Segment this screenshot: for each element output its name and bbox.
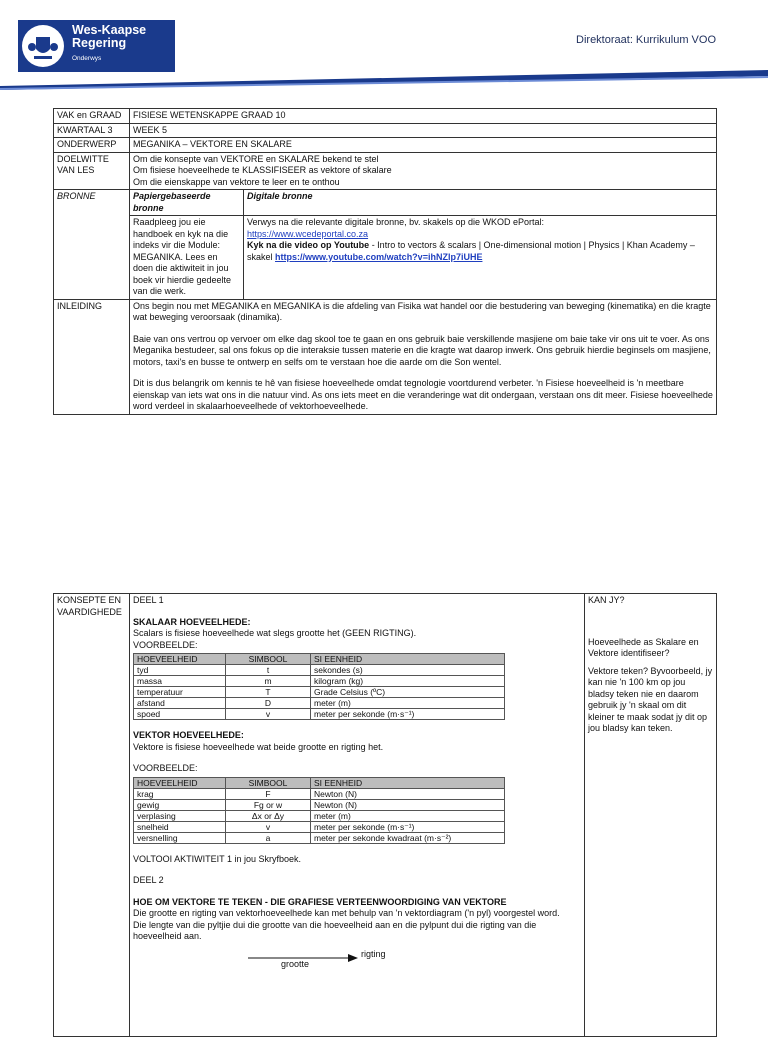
vector-examples-label: VOORBEELDE: — [133, 763, 198, 773]
cell-unit: kilogram (kg) — [311, 676, 505, 687]
paper-resources-text: Raadpleeg jou eie handboek en kyk na die indeks vir die Module: MEGANIKA. Lees en doen die aktiwiteit in jou boek vir hierdie gedeelte van die werk. — [130, 216, 244, 300]
table-row — [134, 832, 505, 843]
cell-symbol: t — [226, 665, 311, 676]
col-symbol: SIMBOOL — [226, 777, 311, 788]
table-row — [134, 821, 505, 832]
org-name-line1: Wes-Kaapse — [72, 23, 147, 37]
draw-vectors-heading: HOE OM VEKTORE TE TEKEN - DIE GRAFIESE VERTEENWOORDIGING VAN VEKTORE — [133, 896, 507, 907]
concepts-row — [54, 594, 717, 1037]
org-name-line2: Regering — [72, 36, 127, 50]
concepts-content: DEEL 1 SKALAAR HOEVEELHEDE: Scalars is fisiese hoeveelhede wat slegs grootte het (GEEN RIGTING). VOORBEELDE: HOEVEELHEID SIMBOOL SI EENHEID tyd t sekondes (s) massa m kilogram (kg) temperatuur T Grade Celsius (ºC) afstand D meter (m) spoed v meter per sekonde (m·s⁻¹) VEKTOR HOEVEELHEDE: Vektore is fisiese hoeveelhede wat beide grootte en rigting het. VOORBEELDE: HOEVEELHEID SIMBOOL SI EENHEID krag F Newton (N) gewig Fg or w Newton (N) verplasing Δx or Δy meter (m) snelheid v meter per sekonde (m·s⁻¹) versnelling a meter per sekonde kwadraat (m·s⁻²) VOLTOOI AKTIWITEIT 1 in jou Skryfboek. DEEL 2 HOE OM VEKTORE TE TEKEN - DIE GRAFIESE VERTEENWOORDIGING VAN VEKTORE Die grootte en rigting van vektorhoeveelhede kan met behulp van 'n vektordiagram ('n pyl) voorgestel word. Die lengte van die pyltjie dui die grootte van die hoeveelheid aan en die pylpunt dui die rigting van die hoeveelheid aan. rigting grootte — [130, 594, 585, 1037]
cell-quantity: temperatuur — [134, 687, 226, 698]
scalar-table-header — [134, 654, 505, 665]
cell-unit: Grade Celsius (ºC) — [311, 687, 505, 698]
cell-symbol: F — [226, 788, 311, 799]
cell-unit: meter per sekonde (m·s⁻¹) — [311, 821, 505, 832]
scalar-definition: Scalars is fisiese hoeveelhede wat slegs grootte het (GEEN RIGTING). — [133, 628, 417, 638]
topic-label: ONDERWERP — [54, 138, 130, 153]
paper-resources-heading: Papiergebaseerde bronne — [130, 190, 244, 216]
cell-quantity: krag — [134, 788, 226, 799]
arrow-magnitude-label: grootte — [281, 958, 310, 969]
cell-quantity: spoed — [134, 709, 226, 720]
intro-row — [54, 299, 717, 414]
aims-list — [130, 152, 717, 190]
activity-instruction: VOLTOOI AKTIWITEIT 1 in jou Skryfboek. — [133, 853, 302, 864]
scalar-table — [133, 653, 505, 720]
resources-row — [54, 216, 717, 300]
header-band — [0, 68, 768, 90]
cell-quantity: snelheid — [134, 821, 226, 832]
cell-quantity: verplasing — [134, 810, 226, 821]
scalar-heading: SKALAAR HOEVEELHEDE — [133, 616, 248, 627]
cell-quantity: afstand — [134, 698, 226, 709]
vector-heading: VEKTOR HOEVEELHEDE — [133, 730, 241, 740]
subject-value: FISIESE WETENSKAPPE GRAAD 10 — [130, 109, 717, 124]
youtube-description: - Intro to vectors & scalars | One-dimensional motion | Physics | Khan Academy – skakel — [247, 240, 695, 262]
table-row — [134, 709, 505, 720]
resources-header-row — [54, 190, 717, 216]
cell-symbol: v — [226, 709, 311, 720]
digital-resources-cell — [244, 216, 717, 300]
can-you-item: Vektore teken? Byvoorbeeld, jy kan nie 'n 100 km op jou bladsy teken nie en daarom gebruik jy 'n skaal om dit kleiner te maak sodat jy dit op jou bladsy kan teken. — [588, 665, 713, 733]
table-row — [134, 698, 505, 709]
concepts-table — [53, 593, 717, 1037]
cell-unit: meter (m) — [311, 698, 505, 709]
concepts-label: KONSEPTE EN VAARDIGHEDE — [54, 594, 130, 1037]
col-unit: SI EENHEID — [311, 777, 505, 788]
cell-quantity: gewig — [134, 799, 226, 810]
subject-row — [54, 109, 717, 124]
draw-vectors-text: Die grootte en rigting van vektorhoeveelhede kan met behulp van 'n vektordiagram ('n pyl) voorgestel word. — [133, 908, 560, 918]
cell-unit: meter (m) — [311, 810, 505, 821]
table-row — [134, 676, 505, 687]
scalar-examples-label: VOORBEELDE: — [133, 639, 198, 650]
cell-unit: meter per sekonde (m·s⁻¹) — [311, 709, 505, 720]
intro-paragraph: Baie van ons vertrou op vervoer om elke dag skool toe te gaan en ons gebruik baie verskillende masjiene om baie take vir ons uit te voer. As ons Meganika bestudeer, sal ons fokus op die interaksie tussen materie en die kragte wat daarop inwerk. Ons gebruik hierdie beginsels om masjiene, motors, taxi's en busse te ontwerp en selfs om te verstaan hoe die aarde om die Son wentel. — [133, 333, 711, 367]
intro-text — [130, 299, 717, 414]
table-row — [134, 687, 505, 698]
cell-unit: Newton (N) — [311, 799, 505, 810]
term-row — [54, 123, 717, 138]
cell-symbol: T — [226, 687, 311, 698]
digital-resources-heading: Digitale bronne — [244, 190, 717, 216]
table-row — [134, 810, 505, 821]
col-quantity: HOEVEELHEID — [134, 654, 226, 665]
cell-quantity: massa — [134, 676, 226, 687]
subject-label: VAK en GRAAD — [54, 109, 130, 124]
cell-symbol: Δx or Δy — [226, 810, 311, 821]
topic-row — [54, 138, 717, 153]
eportal-link[interactable]: https://www.wcedeportal.co.za — [247, 228, 369, 239]
wcg-logo — [18, 20, 175, 72]
table-row — [134, 788, 505, 799]
col-symbol: SIMBOOL — [226, 654, 311, 665]
vector-definition: Vektore is fisiese hoeveelhede wat beide grootte en rigting het. — [133, 741, 384, 752]
cell-symbol: Fg or w — [226, 799, 311, 810]
term-value: WEEK 5 — [130, 123, 717, 138]
term-label: KWARTAAL 3 — [54, 123, 130, 138]
aim-item: Om die konsepte van VEKTORE en SKALARE bekend te stel — [133, 153, 379, 164]
digital-resources-text: Verwys na die relevante digitale bronne, bv. skakels op die WKOD ePortal: — [247, 217, 544, 227]
col-unit: SI EENHEID — [311, 654, 505, 665]
intro-paragraph: Dit is dus belangrik om kennis te hê van fisiese hoeveelhede omdat tegnologie voortdurend verbeter. 'n Fisiese hoeveelheid is 'n meetbare eienskap van iets wat ons in die natuur vind. As ons iets meet en die veranderinge wat dit ondergaan, verstaan ons dit meer. Fisiese hoeveelhede word verdeel in skalaarhoeveelhede of vektorhoeveelhede. — [133, 378, 713, 411]
aim-item: Om die eienskappe van vektore te leer en te onthou — [133, 176, 340, 187]
directorate-title: Direktoraat: Kurrikulum VOO — [576, 34, 716, 46]
cell-symbol: a — [226, 832, 311, 843]
youtube-instruction: Kyk na die video op Youtube — [247, 240, 370, 250]
intro-paragraph: Ons begin nou met MEGANIKA en MEGANIKA is die afdeling van Fisika wat handel oor die bestudering van beweging (kinematika) en die kragte wat beweging veroorsaak (dinamika). — [133, 300, 711, 322]
part1-heading: DEEL 1 — [133, 595, 164, 605]
cell-symbol: v — [226, 821, 311, 832]
cell-unit: Newton (N) — [311, 788, 505, 799]
youtube-link[interactable]: https://www.youtube.com/watch?v=ihNZlp7iUHE — [275, 251, 483, 262]
aim-item: Om fisiese hoeveelhede te KLASSIFISEER as vektore of skalare — [133, 165, 392, 175]
draw-vectors-text: Die lengte van die pyltjie dui die grootte van die hoeveelheid aan en die pylpunt dui die rigting van die hoeveelheid aan. — [133, 919, 537, 941]
can-you-heading: KAN JY? — [588, 595, 625, 605]
cell-quantity: tyd — [134, 665, 226, 676]
table-row — [134, 665, 505, 676]
vector-arrow-diagram — [133, 943, 581, 973]
cell-unit: meter per sekonde kwadraat (m·s⁻²) — [311, 832, 505, 843]
aims-row — [54, 152, 717, 190]
topic-value: MEGANIKA – VEKTORE EN SKALARE — [130, 138, 717, 153]
coat-of-arms-icon — [22, 25, 64, 67]
resources-label: BRONNE — [54, 190, 130, 300]
arrow-direction-label: rigting — [361, 948, 386, 959]
can-you-column — [585, 594, 717, 1037]
cell-quantity: versnelling — [134, 832, 226, 843]
vector-table — [133, 777, 505, 844]
vector-table-header — [134, 777, 505, 788]
col-quantity: HOEVEELHEID — [134, 777, 226, 788]
aims-label: DOELWITTE VAN LES — [54, 152, 130, 190]
can-you-item: Hoeveelhede as Skalare en Vektore identifiseer? — [588, 636, 699, 658]
lesson-info-table — [53, 108, 717, 415]
intro-label: INLEIDING — [54, 299, 130, 414]
table-row — [134, 799, 505, 810]
part2-heading: DEEL 2 — [133, 875, 164, 885]
cell-unit: sekondes (s) — [311, 665, 505, 676]
cell-symbol: D — [226, 698, 311, 709]
cell-symbol: m — [226, 676, 311, 687]
org-department: Onderwys — [72, 55, 102, 62]
